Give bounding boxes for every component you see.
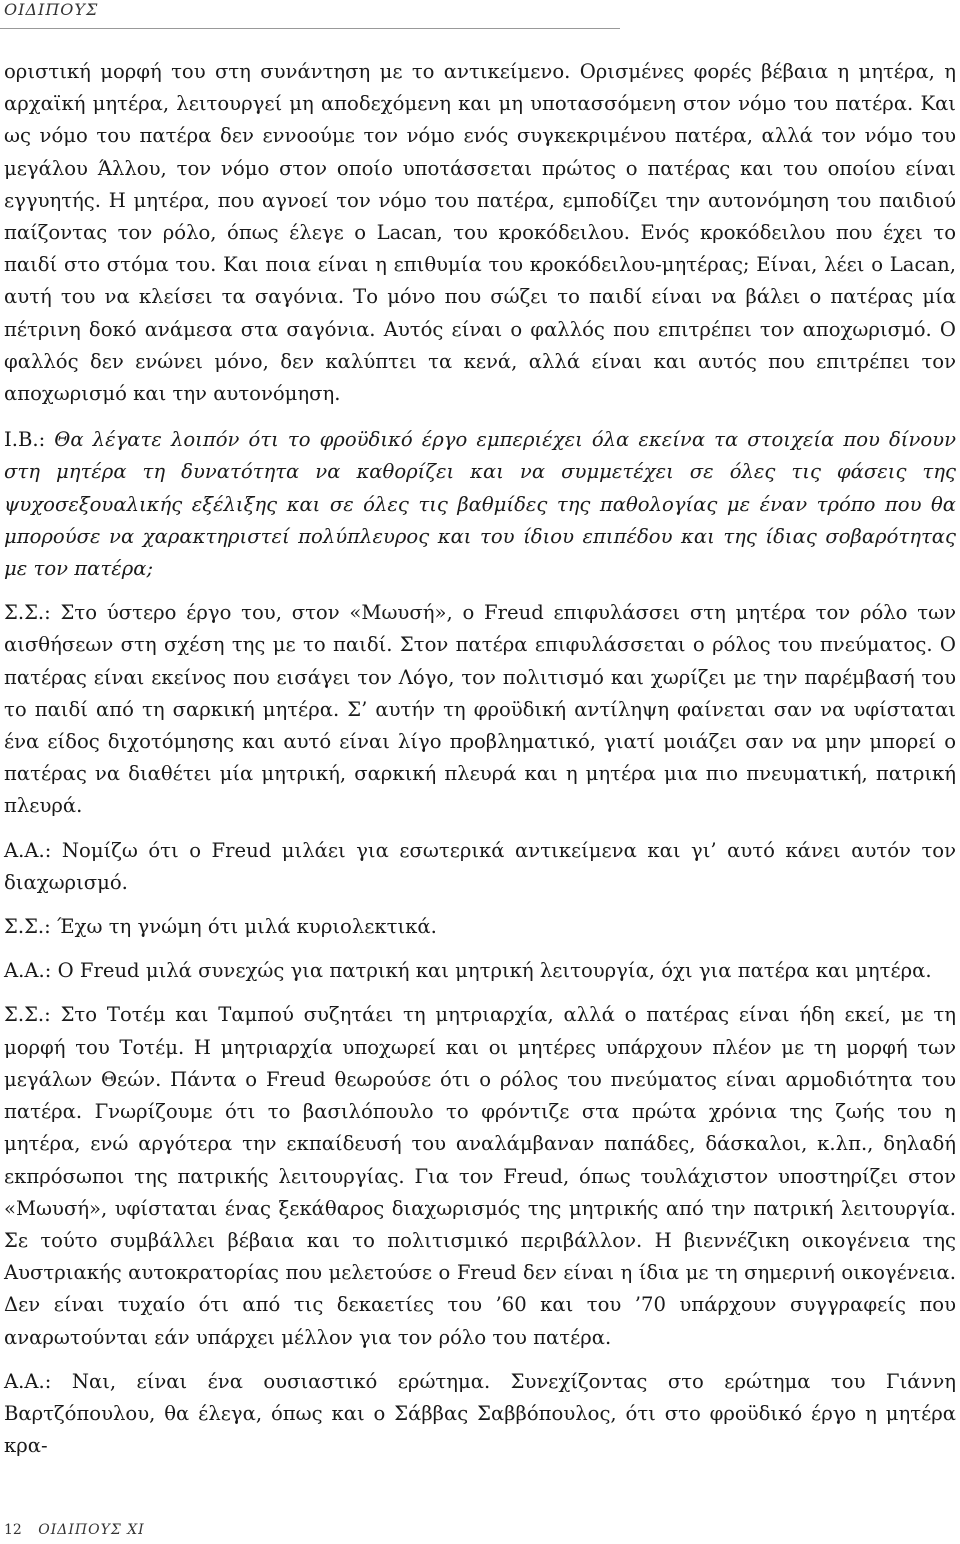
paragraph-text: Νομίζω ότι ο Freud μιλάει για εσωτερικά αντικείμενα και γι’ αυτό κάνει αυτόν τον διαχωρισμό. xyxy=(4,838,956,894)
paragraph-5 xyxy=(4,911,956,943)
paragraph-3 xyxy=(4,597,956,822)
header-rule xyxy=(0,28,620,29)
paragraph-text: Στο Τοτέμ και Ταμπού συζητάει τη μητριαρχία, αλλά ο πατέρας είναι ήδη εκεί, με τη μορφή του Τοτέμ. Η μητριαρχία υποχωρεί και οι μητέρες υπάρχουν πλέον με τη μορφή των μεγάλων Θεών. Πάντα ο Freud θεωρούσε ότι ο ρόλος του πνεύματος είναι αρμοδιότητα του πατέρα. Γνωρίζουμε ότι το βασιλόπουλο το φρόντιζε στα πρώτα χρόνια της ζωής του η μητέρα, ενώ αργότερα την εκπαίδευσή του αναλάμβαναν παπάδες, δάσκαλοι, κ.λπ., δηλαδή εκπρόσωποι της πατρικής λειτουργίας. Για τον Freud, όπως τουλάχιστον υποστηρίζει στον «Μωυσή», υφίσταται ένας ξεκάθαρος διαχωρισμός της μητρικής από την πατρική λειτουργία. Σε τούτο συμβάλλει βέβαια και το πολιτισμικό περιβάλλον. Η βιεννέζικη οικογένεια της Αυστριακής αυτοκρατορίας που μελετούσε ο Freud δεν είναι η ίδια με τη σημερινή οικογένεια. Δεν είναι τυχαίο ότι από τις δεκαετίες του ’60 και του ’70 υπάρχουν συγγραφείς που αναρωτούνται εάν υπάρχει μέλλον για τον ρόλο του πατέρα. xyxy=(4,1003,956,1349)
paragraph-text: Ο Freud μιλά συνεχώς για πατρική και μητρική λειτουργία, όχι για πατέρα και μητέρα. xyxy=(57,959,932,983)
running-head: ΟΙΔΙΠΟΥΣ xyxy=(4,0,99,19)
question-text: Θα λέγατε λοιπόν ότι το φροϋδικό έργο εμπεριέχει όλα εκείνα τα στοιχεία που δίνουν στη μητέρα τη δυνατότητα να καθορίζει και να συμμετέχει σε όλες τις φάσεις της ψυχοσεξουαλικής εξέλιξης και σε όλες τις βαθμίδες της παθολογίας με έναν τρόπο που θα μπορούσε να χαρακτηριστεί πολύπλευρος και του ίδιου επιπέδου και της ίδιας σοβαρότητας με τον πατέρα; xyxy=(4,428,956,581)
speaker-label: Σ.Σ.: xyxy=(4,601,61,625)
paragraph-text: Ναι, είναι ένα ουσιαστικό ερώτημα. Συνεχίζοντας στο ερώτημα του Γιάννη Βαρτζόπουλου, θα έλεγα, όπως και ο Σάββας Σαββόπουλος, ότι στο φροϋδικό έργο η μητέρα κρα- xyxy=(4,1369,956,1458)
page-footer xyxy=(4,1522,145,1538)
speaker-label: Α.Α.: xyxy=(4,959,58,983)
paragraph-1 xyxy=(4,56,956,410)
speaker-label: Ι.Β.: xyxy=(4,428,55,452)
paragraph-6 xyxy=(4,955,956,987)
speaker-label: Α.Α.: xyxy=(4,838,62,862)
page-number: 12 xyxy=(4,1522,22,1538)
paragraph-7 xyxy=(4,999,956,1353)
paragraph-text: οριστική μορφή του στη συνάντηση με το αντικείμενο. Ορισμένες φορές βέβαια η μητέρα, η αρχαϊκή μητέρα, λειτουργεί μη αποδεχόμενη και μη υποτασσόμενη στον νόμο του πατέρα. Και ως νόμο του πατέρα δεν εννοούμε τον νόμο ενός συγκεκριμένου πατέρα, αλλά τον νόμο του μεγάλου Άλλου, τον νόμο στον οποίο υποτάσσεται πρώτος ο πατέρας και του οποίου είναι εγγυητής. Η μητέρα, που αγνοεί τον νόμο του πατέρα, εμποδίζει την αυτονόμηση του παιδιού παίζοντας τον ρόλο, όπως έλεγε ο Lacan, του κροκόδειλου. Ενός κροκόδειλου που έχει το παιδί στο στόμα του. Και ποια είναι η επιθυμία του κροκόδειλου-μητέρας; Είναι, λέει ο Lacan, αυτή του να κλείσει τα σαγόνια. Το μόνο που σώζει το παιδί είναι να βάλει ο πατέρας μία πέτρινη δοκό ανάμεσα στα σαγόνια. Αυτός είναι ο φαλλός που επιτρέπει τον αποχωρισμό. Ο φαλλός δεν ενώνει μόνο, δεν καλύπτει τα κενά, αλλά είναι και αυτός που επιτρέπει τον αποχωρισμό και την αυτονόμηση. xyxy=(4,60,956,406)
speaker-label: Α.Α.: xyxy=(4,1369,72,1393)
speaker-label: Σ.Σ.: xyxy=(4,1003,61,1027)
article-body xyxy=(4,56,956,1474)
paragraph-4 xyxy=(4,835,956,899)
speaker-label: Σ.Σ.: xyxy=(4,915,57,939)
journal-title: ΟΙΔΙΠΟΥΣ ΧΙ xyxy=(38,1522,145,1538)
paragraph-2 xyxy=(4,424,956,585)
paragraph-text: Έχω τη γνώμη ότι μιλά κυριολεκτικά. xyxy=(57,915,437,939)
paragraph-8 xyxy=(4,1366,956,1463)
paragraph-text: Στο ύστερο έργο του, στον «Μωυσή», ο Freud επιφυλάσσει στη μητέρα τον ρόλο των αισθήσεων στη σχέση της με το παιδί. Στον πατέρα επιφυλάσσεται ο ρόλος του πνεύματος. Ο πατέρας είναι εκείνος που εισάγει τον Λόγο, τον πολιτισμό και χωρίζει με την παρέμβασή του το παιδί από τη σαρκική μητέρα. Σ’ αυτήν τη φροϋδική αντίληψη φαίνεται σαν να υφίσταται ένα είδος διχοτόμησης και αυτό είναι λίγο προβληματικό, γιατί μοιάζει σαν να μην μπορεί ο πατέρας να διαθέτει μία μητρική, σαρκική πλευρά και η μητέρα μια πιο πνευματική, πατρική πλευρά. xyxy=(4,601,956,818)
